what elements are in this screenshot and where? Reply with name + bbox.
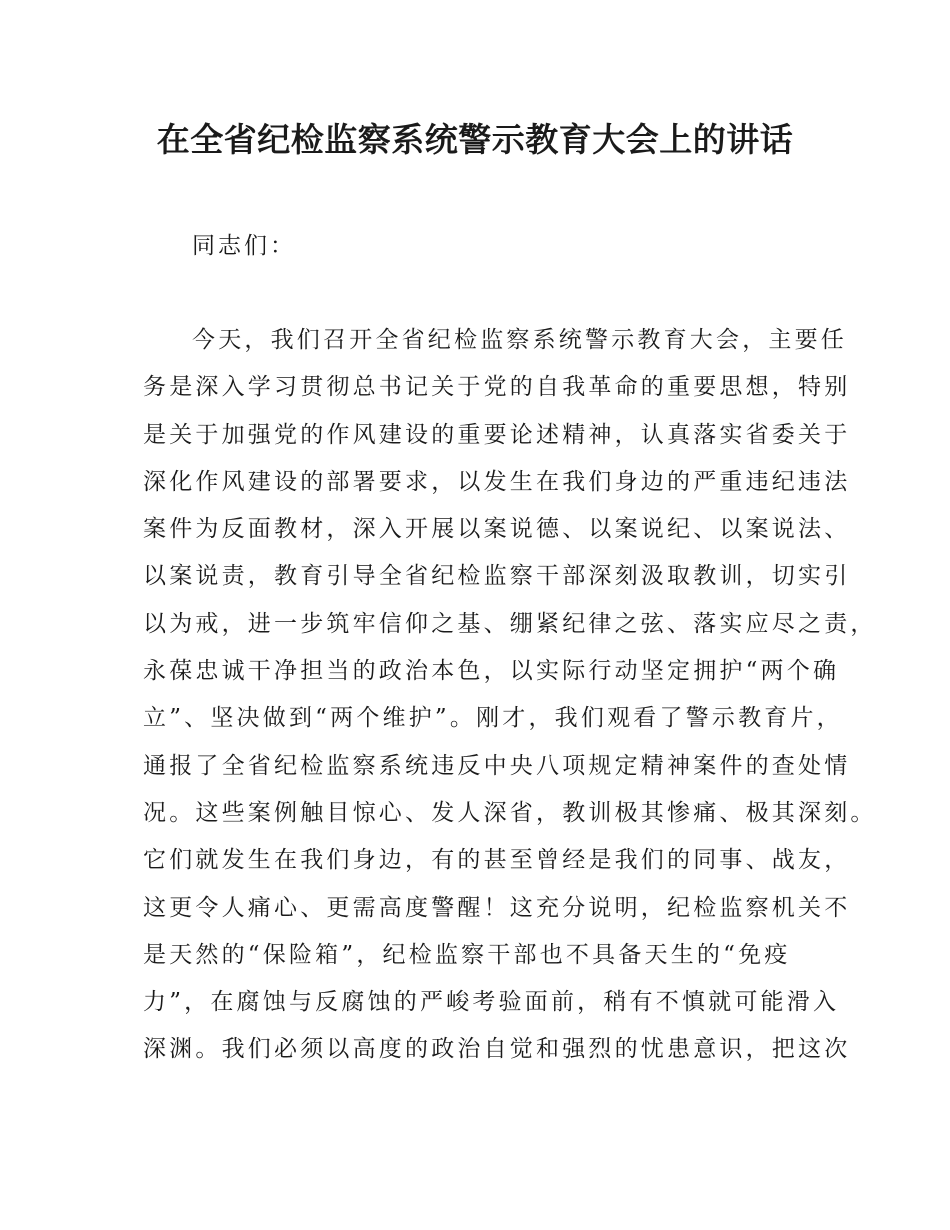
body-line: 以案说责，教育引导全省纪检监察干部深刻汲取教训，切实引 — [143, 563, 851, 590]
body-line: 是关于加强党的作风建设的重要论述精神，认真落实省委关于 — [143, 421, 851, 448]
document-title: 在全省纪检监察系统警示教育大会上的讲话 — [156, 120, 794, 159]
body-line: 是天然的“保险箱”，纪检监察干部也不具备天生的“免疫 — [143, 941, 791, 968]
body-line: 深渊。我们必须以高度的政治自觉和强烈的忧患意识，把这次 — [143, 1036, 851, 1063]
salutation: 同志们： — [192, 233, 296, 259]
body-line: 它们就发生在我们身边，有的甚至曾经是我们的同事、战友， — [143, 847, 851, 874]
speech-body — [143, 320, 877, 1077]
body-line: 这更令人痛心、更需高度警醒！这充分说明，纪检监察机关不 — [143, 894, 851, 921]
body-line: 今天，我们召开全省纪检监察系统警示教育大会，主要任 — [192, 327, 847, 353]
body-line: 深化作风建设的部署要求，以发生在我们身边的严重违纪违法 — [143, 468, 851, 495]
body-line: 务是深入学习贯彻总书记关于党的自我革命的重要思想，特别 — [143, 374, 851, 401]
body-line: 永葆忠诚干净担当的政治本色，以实际行动坚定拥护“两个确 — [143, 658, 840, 685]
body-line: 立”、坚决做到“两个维护”。刚才，我们观看了警示教育片， — [143, 705, 843, 732]
body-line: 通报了全省纪检监察系统违反中央八项规定精神案件的查处情 — [143, 752, 851, 779]
body-line: 力”，在腐蚀与反腐蚀的严峻考验面前，稍有不慎就可能滑入 — [143, 989, 840, 1016]
body-line: 案件为反面教材，深入开展以案说德、以案说纪、以案说法、 — [143, 516, 851, 543]
body-line: 况。这些案例触目惊心、发人深省，教训极其惨痛、极其深刻。 — [143, 799, 877, 826]
body-line: 以为戒，进一步筑牢信仰之基、绷紧纪律之弦、落实应尽之责， — [143, 610, 877, 637]
